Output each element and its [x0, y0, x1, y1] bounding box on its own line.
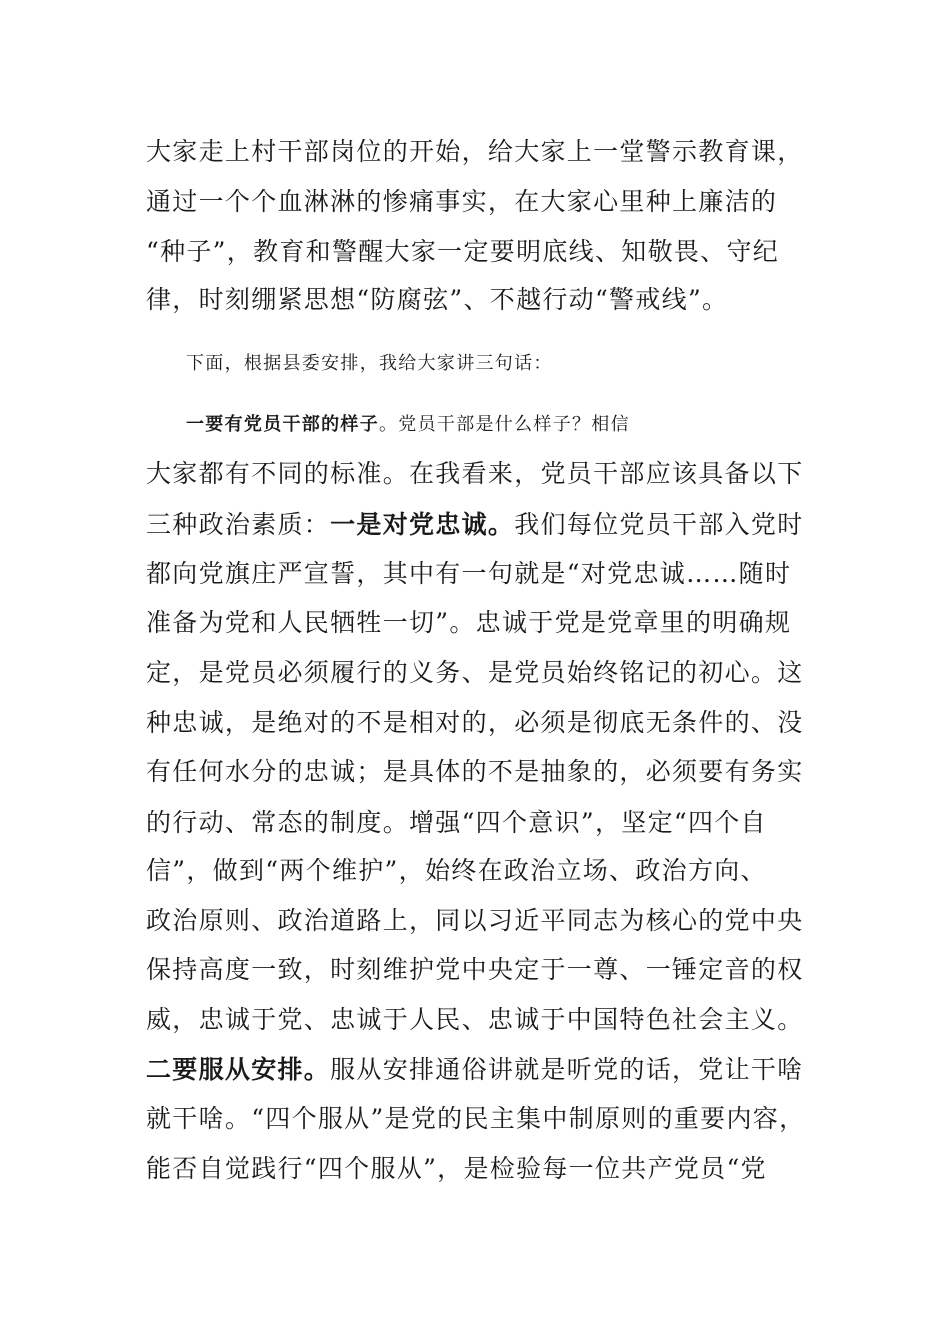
text-line [186, 344, 866, 384]
text-run: 定，是党员必须履行的义务、是党员始终铭记的初心。这 [146, 658, 804, 687]
text-line [146, 1149, 826, 1189]
text-line [146, 280, 826, 320]
text-line [186, 405, 866, 445]
text-run: 信”，做到“两个维护”，始终在政治立场、政治方向、 [146, 856, 767, 885]
text-line [146, 1099, 826, 1139]
text-run: 通过一个个血淋淋的惨痛事实，在大家心里种上廉洁的 [146, 187, 778, 216]
text-line [146, 703, 826, 743]
text-run: 保持高度一致，时刻维护党中央定于一尊、一锤定音的权 [146, 955, 804, 984]
text-run: 能否自觉践行“四个服从”，是检验每一位共产党员“党 [146, 1154, 767, 1183]
text-run: 都向党旗庄严宣誓，其中有一句就是“对党忠诚……随时 [146, 559, 792, 588]
text-run: 威，忠诚于党、忠诚于人民、忠诚于中国特色社会主义。 [146, 1005, 804, 1034]
text-line [146, 851, 826, 891]
text-run: 。党员干部是什么样子？相信 [379, 414, 630, 435]
text-line [146, 182, 826, 222]
text-run: 大家走上村干部岗位的开始，给大家上一堂警示教育课， [146, 137, 804, 166]
text-line [146, 1000, 826, 1040]
text-line [146, 603, 826, 643]
text-line [146, 132, 826, 172]
text-line [146, 505, 826, 545]
subheading: 二要服从安排。 [146, 1055, 331, 1084]
subheading: 一是对党忠诚。 [330, 510, 515, 539]
text-line [146, 950, 826, 990]
text-run: 律，时刻绷紧思想“防腐弦”、不越行动“警戒线”。 [146, 285, 729, 314]
text-line [146, 454, 826, 494]
text-line [146, 1050, 826, 1090]
text-run: 就干啥。“四个服从”是党的民主集中制原则的重要内容， [146, 1104, 806, 1133]
text-line [146, 554, 826, 594]
text-run: 三种政治素质： [146, 510, 331, 539]
text-run: 大家都有不同的标准。在我看来，党员干部应该具备以下 [146, 459, 804, 488]
text-line [146, 901, 826, 941]
text-run: 我们每位党员干部入党时 [514, 510, 804, 539]
text-line [146, 752, 826, 792]
text-run: 种忠诚，是绝对的不是相对的，必须是彻底无条件的、没 [146, 708, 804, 737]
text-run: 有任何水分的忠诚；是具体的不是抽象的，必须要有务实 [146, 757, 804, 786]
text-run: 准备为党和人民牺牲一切”。忠诚于党是党章里的明确规 [146, 608, 792, 637]
text-line [146, 653, 826, 693]
text-line [146, 803, 826, 843]
text-run: 政治原则、政治道路上，同以习近平同志为核心的党中央 [146, 906, 804, 935]
text-run: 的行动、常态的制度。增强“四个意识”，坚定“四个自 [146, 808, 767, 837]
text-run: “种子”，教育和警醒大家一定要明底线、知敬畏、守纪 [146, 237, 780, 266]
section-heading: 一要有党员干部的样子 [186, 414, 379, 435]
text-run: 服从安排通俗讲就是听党的话，党让干啥 [330, 1055, 804, 1084]
text-line [146, 232, 826, 272]
text-run: 下面，根据县委安排，我给大家讲三句话： [186, 353, 553, 374]
